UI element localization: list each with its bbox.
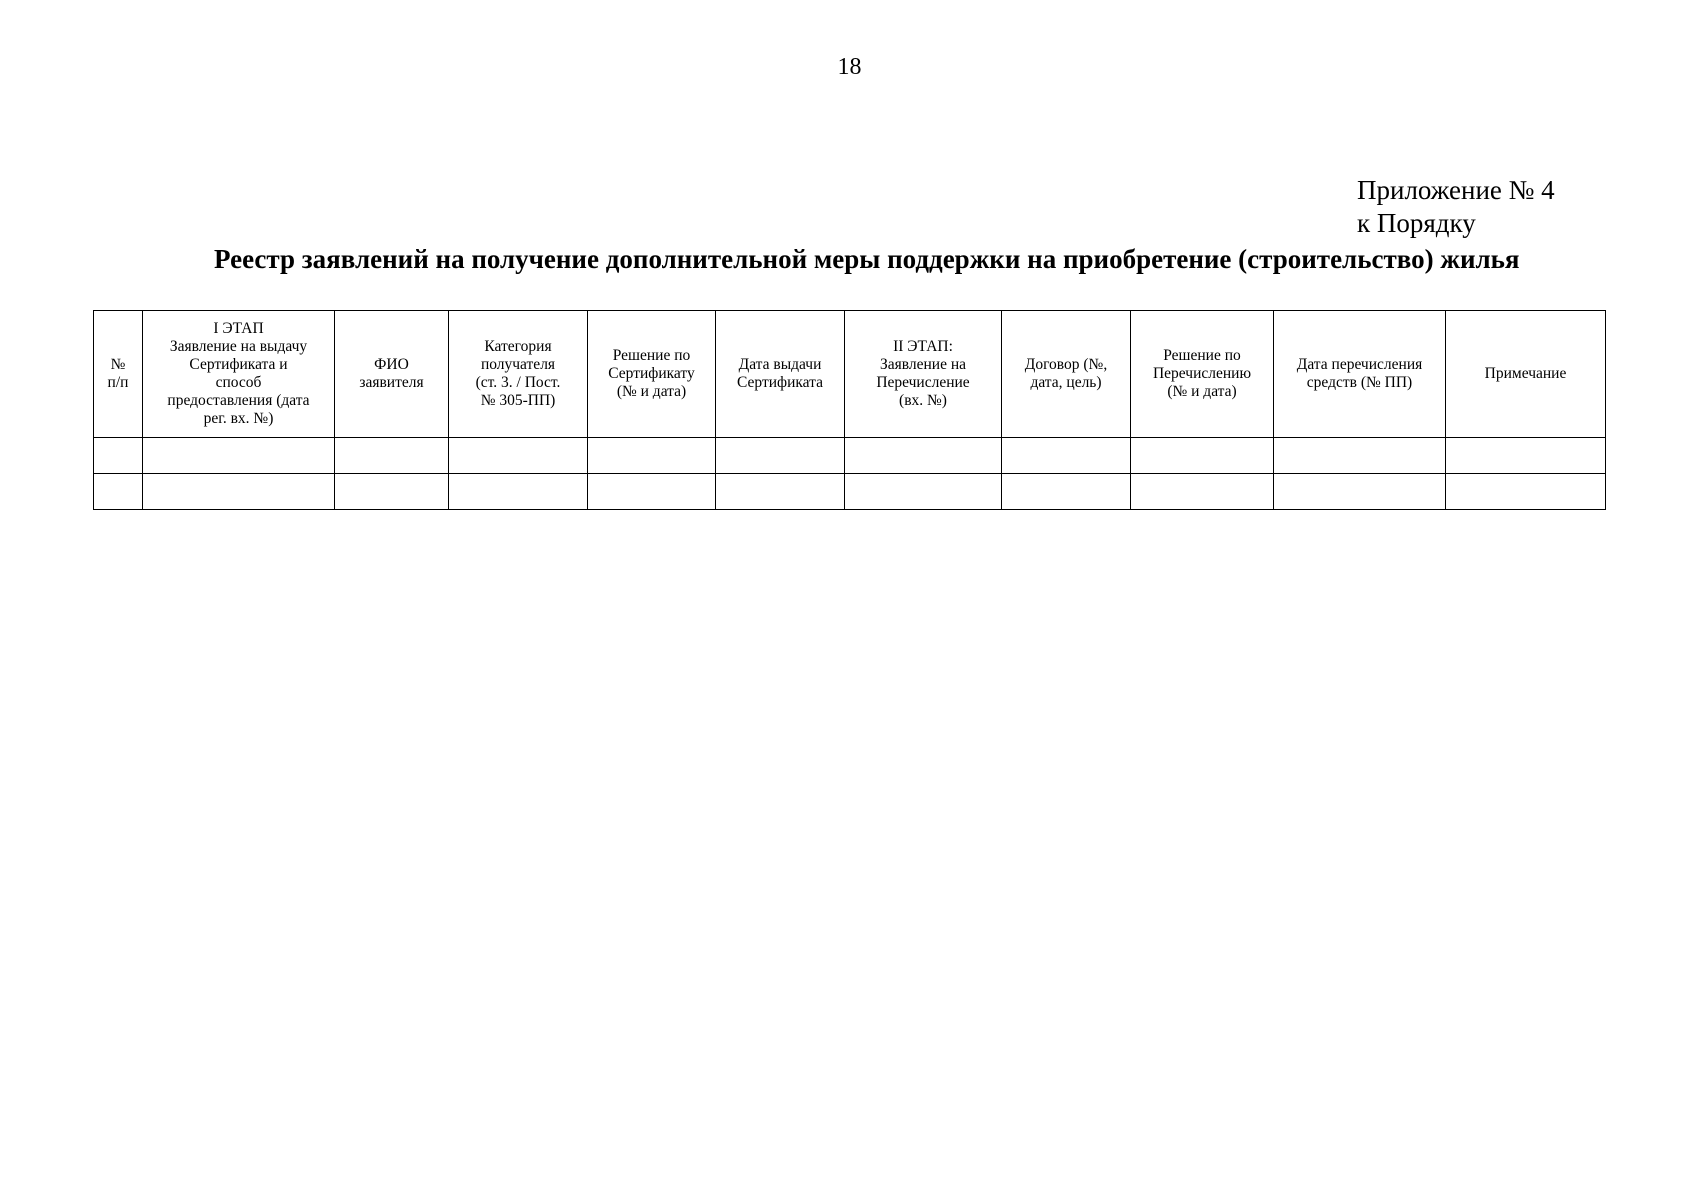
header-certificate-decision: Решение по Сертификату (№ и дата) — [588, 311, 716, 438]
table-cell[interactable] — [449, 474, 588, 510]
annex-label — [1357, 174, 1555, 240]
header-certificate-issue-date: Дата выдачи Сертификата — [716, 311, 845, 438]
table-cell[interactable] — [1002, 474, 1131, 510]
page-number: 18 — [837, 54, 862, 80]
table-cell[interactable] — [588, 474, 716, 510]
table-cell[interactable] — [94, 438, 143, 474]
header-contract: Договор (№, дата, цель) — [1002, 311, 1131, 438]
table-cell[interactable] — [1002, 438, 1131, 474]
table-cell[interactable] — [1274, 474, 1446, 510]
header-stage2-application: II ЭТАП: Заявление на Перечисление (вх. №) — [845, 311, 1002, 438]
header-stage1-application: I ЭТАП Заявление на выдачу Сертификата и способ предоставления (дата рег. вх. №) — [143, 311, 335, 438]
table-cell[interactable] — [1131, 438, 1274, 474]
header-recipient-category: Категория получателя (ст. 3. / Пост. № 305-ПП) — [449, 311, 588, 438]
table-cell[interactable] — [94, 474, 143, 510]
table-cell[interactable] — [143, 438, 335, 474]
table-cell[interactable] — [449, 438, 588, 474]
header-transfer-decision: Решение по Перечислению (№ и дата) — [1131, 311, 1274, 438]
table-cell[interactable] — [845, 438, 1002, 474]
document-title: Реестр заявлений на получение дополнительной меры поддержки на приобретение (строительство) жилья — [214, 244, 1520, 274]
table-cell[interactable] — [716, 474, 845, 510]
table-cell[interactable] — [1446, 438, 1606, 474]
header-row-number: № п/п — [94, 311, 143, 438]
table-cell[interactable] — [143, 474, 335, 510]
table-row — [94, 438, 1606, 474]
table-cell[interactable] — [335, 438, 449, 474]
table-cell[interactable] — [1274, 438, 1446, 474]
table-cell[interactable] — [716, 438, 845, 474]
table-cell[interactable] — [845, 474, 1002, 510]
table-cell[interactable] — [335, 474, 449, 510]
header-note: Примечание — [1446, 311, 1606, 438]
table-cell[interactable] — [1446, 474, 1606, 510]
annex-reference: к Порядку — [1357, 208, 1476, 238]
header-row — [94, 311, 1606, 438]
table-row — [94, 474, 1606, 510]
registry-table — [93, 310, 1606, 510]
table-cell[interactable] — [588, 438, 716, 474]
header-applicant-name: ФИО заявителя — [335, 311, 449, 438]
header-transfer-date: Дата перечисления средств (№ ПП) — [1274, 311, 1446, 438]
table-cell[interactable] — [1131, 474, 1274, 510]
annex-number: Приложение № 4 — [1357, 175, 1555, 205]
